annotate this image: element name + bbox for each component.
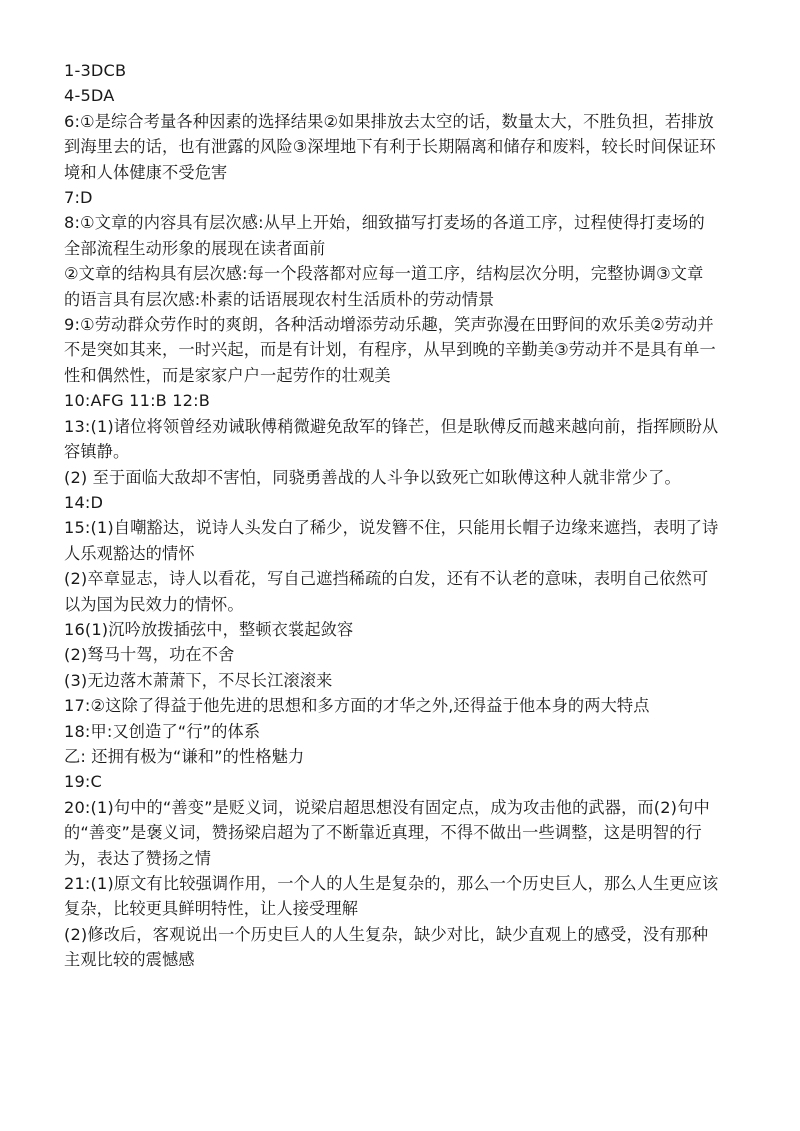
answer-line: (2)卒章显志，诗人以看花，写自己遮挡稀疏的白发，还有不认老的意味，表明自己依然可 (64, 569, 709, 589)
answer-line: 20:(1)句中的“善变”是贬义词，说梁启超思想没有固定点，成为攻击他的武器，而(2)句中 (64, 797, 710, 817)
answer-line: 复杂，比较更具鲜明特性，让人接受理解 (64, 899, 359, 919)
answer-line: 8:①文章的内容具有层次感:从早上开始，细致描写打麦场的各道工序，过程使得打麦场的 (64, 213, 705, 233)
answer-line: 全部流程生动形象的展现在读者面前 (64, 238, 326, 258)
answer-line: 主观比较的震憾感 (64, 950, 195, 970)
answer-line: 以为国为民效力的情怀。 (64, 594, 244, 614)
answer-line: 境和人体健康不受危害 (64, 162, 228, 182)
answer-line: 21:(1)原文有比较强调作用，一个人的人生是复杂的，那么一个历史巨人，那么人生更应该 (64, 874, 719, 893)
answer-line: 17:②这除了得益于他先进的思想和多方面的才华之外,还得益于他本身的两大特点 (64, 696, 650, 716)
answer-line: 19:C (64, 772, 102, 792)
answer-line: ②文章的结构具有层次感:每一个段落都对应每一道工序，结构层次分明，完整协调③文章 (64, 264, 704, 284)
answer-line: 性和偶然性，而是家家户户一起劳作的壮观美 (64, 365, 391, 385)
answer-line: 10:AFG 11:B 12:B (64, 391, 210, 411)
answer-line: (2)驽马十驾，功在不舍 (64, 645, 235, 665)
answer-line: 人乐观豁达的情怀 (64, 543, 195, 563)
answer-line: 4-5DA (64, 86, 115, 106)
answer-line: 16(1)沉吟放拨插弦中，整顿衣裳起敛容 (64, 619, 354, 639)
answer-line: (2)修改后，客观说出一个历史巨人的人生复杂，缺少对比，缺少直观上的感受，没有那种 (64, 924, 709, 944)
answer-line: 1-3DCB (64, 61, 127, 80)
answer-line: 的“善变”是褒义词，赞扬梁启超为了不断靠近真理，不得不做出一些调整，这是明智的行 (64, 823, 702, 843)
answer-line: 6:①是综合考量各种因素的选择结果②如果排放去太空的话，数量太大，不胜负担，若排放 (64, 111, 714, 131)
answer-line: 9:①劳动群众劳作时的爽朗，各种活动增添劳动乐趣，笑声弥漫在田野间的欢乐美②劳动并 (64, 315, 714, 335)
answer-line: (2) 至于面临大敌却不害怕，同骁勇善战的人斗争以致死亡如耿傅这种人就非常少了。 (64, 467, 681, 487)
answer-line: (3)无边落木萧萧下，不尽长江滚滚来 (64, 670, 333, 690)
answer-line: 14:D (64, 492, 104, 512)
answer-line: 的语言具有层次感:朴素的话语展现农村生活质朴的劳动情景 (64, 289, 495, 309)
answer-line: 7:D (64, 188, 93, 208)
answer-line: 15:(1)自嘲豁达，说诗人头发白了稀少，说发簪不住，只能用长帽子边缘来遮挡，表明了诗 (64, 518, 719, 538)
answer-line: 到海里去的话，也有泄露的风险③深埋地下有利于长期隔离和储存和废料，较长时间保证环 (64, 137, 716, 157)
answer-line: 容镇静。 (64, 442, 130, 462)
answer-line: 18:甲:又创造了“行”的体系 (64, 721, 261, 741)
answer-line: 不是突如其来，一时兴起，而是有计划，有程序，从早到晚的辛勤美③劳动并不是具有单一 (64, 340, 716, 360)
answer-line: 乙: 还拥有极为“谦和”的性格魅力 (64, 746, 305, 766)
answer-line: 为，表达了赞扬之情 (64, 848, 212, 868)
answer-line: 13:(1)诸位将领曾经劝诫耿傅稍微避免敌军的锋芒，但是耿傅反而越来越向前，指挥顾盼从 (64, 416, 719, 436)
